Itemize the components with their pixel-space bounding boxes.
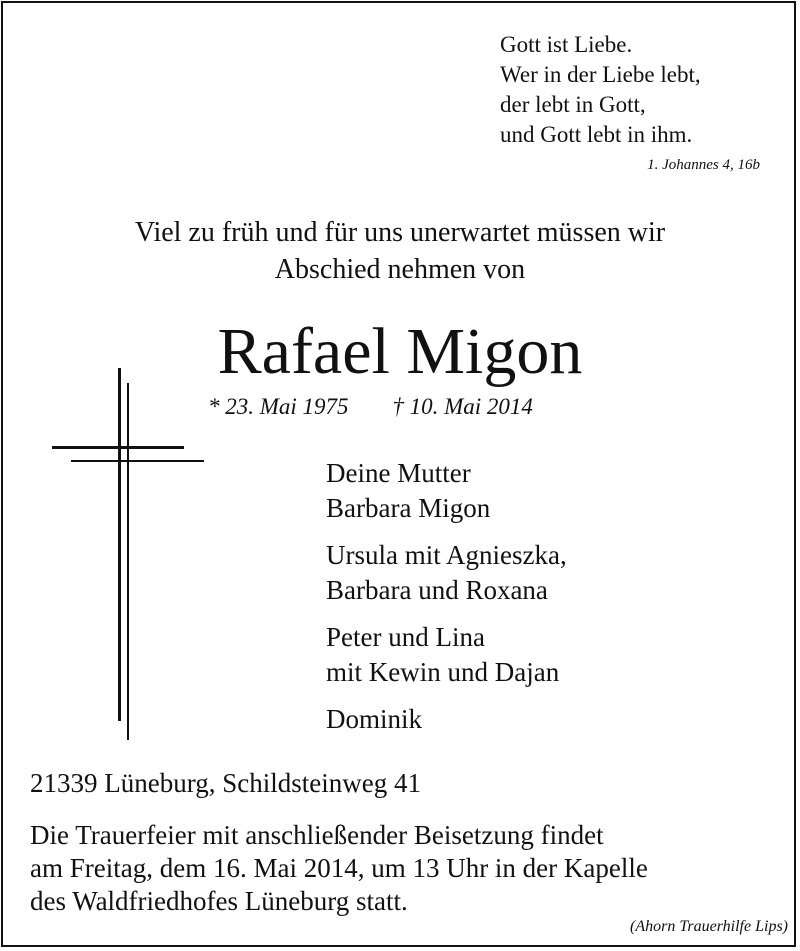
bible-verse [500,30,701,150]
service-info [30,819,648,918]
mourner-line: Dominik [326,704,423,734]
verse-line: Gott ist Liebe. [500,32,633,57]
mourner-line: Barbara und Roxana [326,575,548,605]
family-address: 21339 Lüneburg, Schildsteinweg 41 [30,768,421,798]
birth-date: * 23. Mai 1975 [208,394,349,419]
verse-line: der lebt in Gott, [500,92,646,117]
cross-horizontal-bar [71,460,204,462]
mourner-line: Barbara Migon [326,493,491,523]
mourner-group [326,620,567,690]
service-line: des Waldfriedhofes Lüneburg statt. [30,886,408,916]
mourners-list [326,456,567,749]
mourner-line: mit Kewin und Dajan [326,657,560,687]
funeral-home-credit: (Ahorn Trauerhilfe Lips) [630,918,788,935]
mourner-line: Ursula mit Agnieszka, [326,540,567,570]
cross-vertical-bar [127,383,129,740]
cross-vertical-bar [118,368,121,721]
intro-text [0,214,800,288]
deceased-name: Rafael Migon [217,315,583,388]
service-line: am Freitag, dem 16. Mai 2014, um 13 Uhr in der Kapelle [30,853,648,883]
intro-line: Viel zu früh und für uns unerwartet müssen wir [134,217,666,248]
verse-line: Wer in der Liebe lebt, [500,62,701,87]
mourner-group [326,456,567,526]
service-line: Die Trauerfeier mit anschließender Beisetzung findet [30,820,604,850]
mourner-group [326,538,567,608]
cross-horizontal-bar [52,446,184,449]
death-date: † 10. Mai 2014 [392,394,533,419]
verse-reference: 1. Johannes 4, 16b [647,157,760,173]
life-dates [208,394,533,420]
verse-line: und Gott lebt in ihm. [500,122,693,147]
intro-line: Abschied nehmen von [274,254,526,285]
mourner-line: Deine Mutter [326,458,471,488]
mourner-group [326,702,567,737]
mourner-line: Peter und Lina [326,622,485,652]
